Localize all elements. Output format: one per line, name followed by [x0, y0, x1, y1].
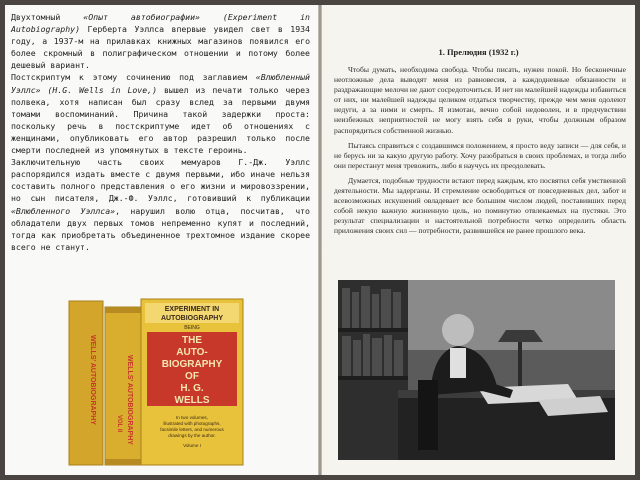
book-cover-image — [65, 295, 245, 467]
text-run: Заключительную часть своих мемуаров Г.-Дж. Уэллс распорядился издать вместе с двумя первыми, ибо иначе нельзя составить полного представления о его жизни и мировоззрении, но сын писателя, Дж.-Ф. Уэллс, готовивший к публикации — [11, 157, 310, 204]
chapter-title: 1. Прелюдия (1932 г.) — [438, 47, 519, 57]
book-title-line: H. G. — [180, 383, 204, 394]
italic-title: «Влюбленного Уэллса» — [11, 205, 116, 216]
paragraph: Думается, подобные трудности встают перед каждым, кто посвятил себя умственной деятельности. Мы задерганы. И стремление освободиться от повседневных дел, забот и всевозможных искушений овладевает все большим числом людей, поставивших перед собой некую важную жизненную цель, но поминутно отвлекаемых на пустяки. Это результат специализации и настоятельной потребности четко определить область приложения своих сил — потребности, развившейся не ранее прошлого века. — [334, 175, 626, 236]
book-spine-vol: VOL II — [116, 415, 122, 433]
book-banner-1: EXPERIMENT IN — [164, 306, 220, 313]
book-title-line: AUTO- — [176, 347, 208, 358]
book-volume-label: Volume I — [183, 443, 201, 448]
paragraph: Чтобы думать, необходима свобода. Чтобы писать, нужен покой. Но бесконечные неотложные дела выводят меня из равновесия, а каждодневные обязанности и раздражающие мелочи не дают сосредоточиться. И нет ни малейшей надежды избавиться от них, ни малейшей надежды целиком отдаться творчеству, прежде чем меня одолеют недуги, а за ними и смерть. Я измотан, вечно собой недоволен, и в предчувствии неизбежных неприятностей не могу взять себя в руки, чтобы должным образом распорядиться собственной жизнью. — [334, 65, 626, 135]
book-title-line: WELLS — [174, 395, 210, 406]
left-paragraph — [11, 71, 310, 156]
book-volume-1-spine — [69, 301, 103, 465]
text-run: Герберта Уэллса впервые увидел свет в 1934 году, а 1937-м на прилавках книжных магазинов появился его более скромный в полиграфическом отношении и потому более дешевый вариант. — [11, 24, 310, 71]
paragraph: Пытаясь справиться с создавшимся положением, я просто веду записи — для себя, и не берусь ни за какую другую работу. Хочу разобраться в своих проблемах, и тогда либо они перестанут меня тревожить, либо я научусь их преодолевать. — [334, 140, 626, 170]
left-page — [5, 5, 318, 475]
book-title-line: THE — [182, 335, 202, 346]
book-front-spine-text: WELLS' AUTOBIOGRAPHY — [89, 335, 96, 425]
left-paragraph — [11, 156, 310, 253]
book-desc-line: In two volumes, — [176, 415, 208, 420]
book-volume-2 — [105, 307, 141, 465]
book-title-line: OF — [185, 371, 199, 382]
text-run: Постскриптум к этому сочинению под заглавием — [11, 72, 256, 83]
book-title-line: BIOGRAPHY — [161, 359, 223, 370]
text-run: вышел из печати только через полвека, хотя написан был сразу вслед за первыми двумя томами воспоминаний. Причина такой задержки проста: поскольку речь в постскриптуме идет об отношениях с женщинами, опубликовать его автор разрешил только после смерти последней из упомянутых в тексте героинь. — [11, 84, 310, 156]
book-desc-line: illustrated with photographs, — [163, 421, 221, 426]
text-run: Двухтомный — [11, 12, 84, 22]
italic-title: «Влюбленный Уэллс» (H.G. Wells in Love,) — [11, 72, 310, 95]
book-being: BEING — [184, 325, 200, 331]
text-run: , нарушил волю отца, посчитав, что обладатели двух первых томов непременно купят и последний, тогда как приобретать объединенное трехтомное издание скорее всего не станут. — [11, 205, 310, 252]
book-banner-2: AUTOBIOGRAPHY — [160, 315, 224, 322]
book-spine-text: WELLS' AUTOBIOGRAPHY — [126, 355, 133, 445]
book-desc-line: drawings by the author. — [168, 433, 216, 438]
left-paragraph — [11, 11, 310, 71]
left-page-text — [11, 11, 310, 253]
book-desc-line: facsimile letters, and numerous — [160, 427, 224, 432]
writer-at-desk-photo — [338, 280, 615, 460]
right-page-text — [334, 65, 626, 242]
italic-title: «Опыт автобиографии» (Experiment in Autobiography) — [11, 12, 310, 35]
